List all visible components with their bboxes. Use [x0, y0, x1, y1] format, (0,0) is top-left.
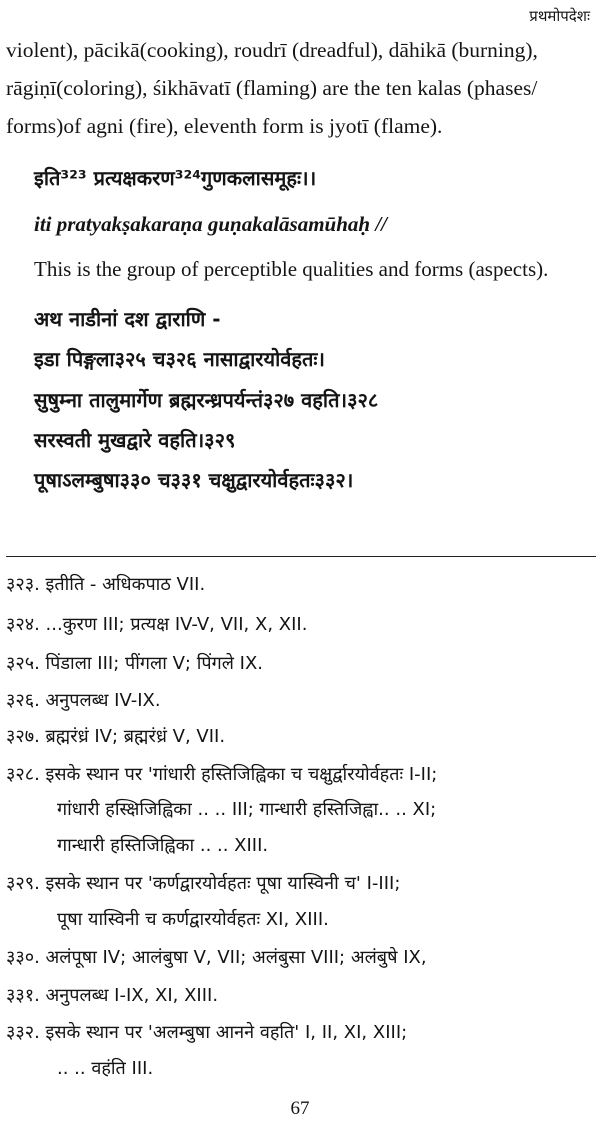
page-number: 67: [290, 1098, 310, 1119]
verse-line-2: अथ नाडीनां दश द्वाराणि -: [34, 307, 221, 331]
footnote-328: ३२८. इसके स्थान पर 'गांधारी हस्तिजिह्विका च चक्षुर्द्वारयोर्वहतः I-II;: [6, 764, 438, 785]
footnote-332: ३३२. इसके स्थान पर 'अलम्बुषा आनने वहति' I, II, XI, XIII;: [6, 1022, 408, 1043]
footnote-divider: [6, 556, 596, 557]
footnote-323: ३२३. इतीति - अधिकपाठ VII.: [6, 574, 206, 595]
verse-line-4: सुषुम्ना तालुमार्गेण ब्रह्मरन्ध्रपर्यन्तं३२७ वहति।३२८: [34, 388, 379, 412]
running-header: प्रथमोपदेशः: [529, 7, 590, 25]
footnote-331: ३३१. अनुपलब्ध I-IX, XI, XIII.: [6, 985, 219, 1006]
footnote-327: ३२७. ब्रह्मरंध्रं IV; ब्रह्मरंध्रं V, VII.: [6, 726, 226, 747]
body-line-3: forms)of agni (fire), eleventh form is jyotī (flame).: [6, 114, 443, 138]
footnote-328-cont-2: गान्धारी हस्तिजिह्विका .. .. XIII.: [57, 835, 269, 856]
translation-line: This is the group of perceptible qualities and forms (aspects).: [34, 257, 549, 281]
verse-line-3: इडा पिङ्गला३२५ च३२६ नासाद्वारयोर्वहतः।: [34, 347, 326, 371]
footnote-325: ३२५. पिंडाला III; पींगला V; पिंगले IX.: [6, 653, 264, 674]
verse-line-1: इति³²³ प्रत्यक्षकरण³²⁴गुणकलासमूहः।।: [34, 166, 317, 190]
body-line-2: rāgiṇī(coloring), śikhāvatī (flaming) are the ten kalas (phases/: [6, 76, 538, 100]
footnote-330: ३३०. अलंपूषा IV; आलंबुषा V, VII; अलंबुसा VIII; अलंबुषे IX,: [6, 947, 427, 968]
footnote-332-cont: .. .. वहंति III.: [57, 1058, 154, 1079]
footnote-326: ३२६. अनुपलब्ध IV-IX.: [6, 690, 161, 711]
verse-line-6: पूषाऽलम्बुषा३३० च३३१ चक्षुद्वारयोर्वहतः३३२।: [34, 468, 354, 492]
verse-line-5: सरस्वती मुखद्वारे वहति।३२९: [34, 428, 236, 452]
transliteration-line: iti pratyakṣakaraṇa guṇakalāsamūhaḥ //: [34, 212, 388, 236]
footnote-324: ३२४. ...कुरण III; प्रत्यक्ष IV-V, VII, X, XII.: [6, 614, 308, 635]
footnote-329: ३२९. इसके स्थान पर 'कर्णद्वारयोर्वहतः पूषा यास्विनी च' I-III;: [6, 873, 401, 894]
footnote-328-cont-1: गांधारी हस्क्षिजिह्विका .. .. III; गान्धारी हस्तिजिह्वा.. .. XI;: [57, 799, 437, 820]
body-line-1: violent), pācikā(cooking), roudrī (dreadful), dāhikā (burning),: [6, 38, 538, 62]
footnote-329-cont: पूषा यास्विनी च कर्णद्वारयोर्वहतः XI, XIII.: [57, 909, 329, 930]
